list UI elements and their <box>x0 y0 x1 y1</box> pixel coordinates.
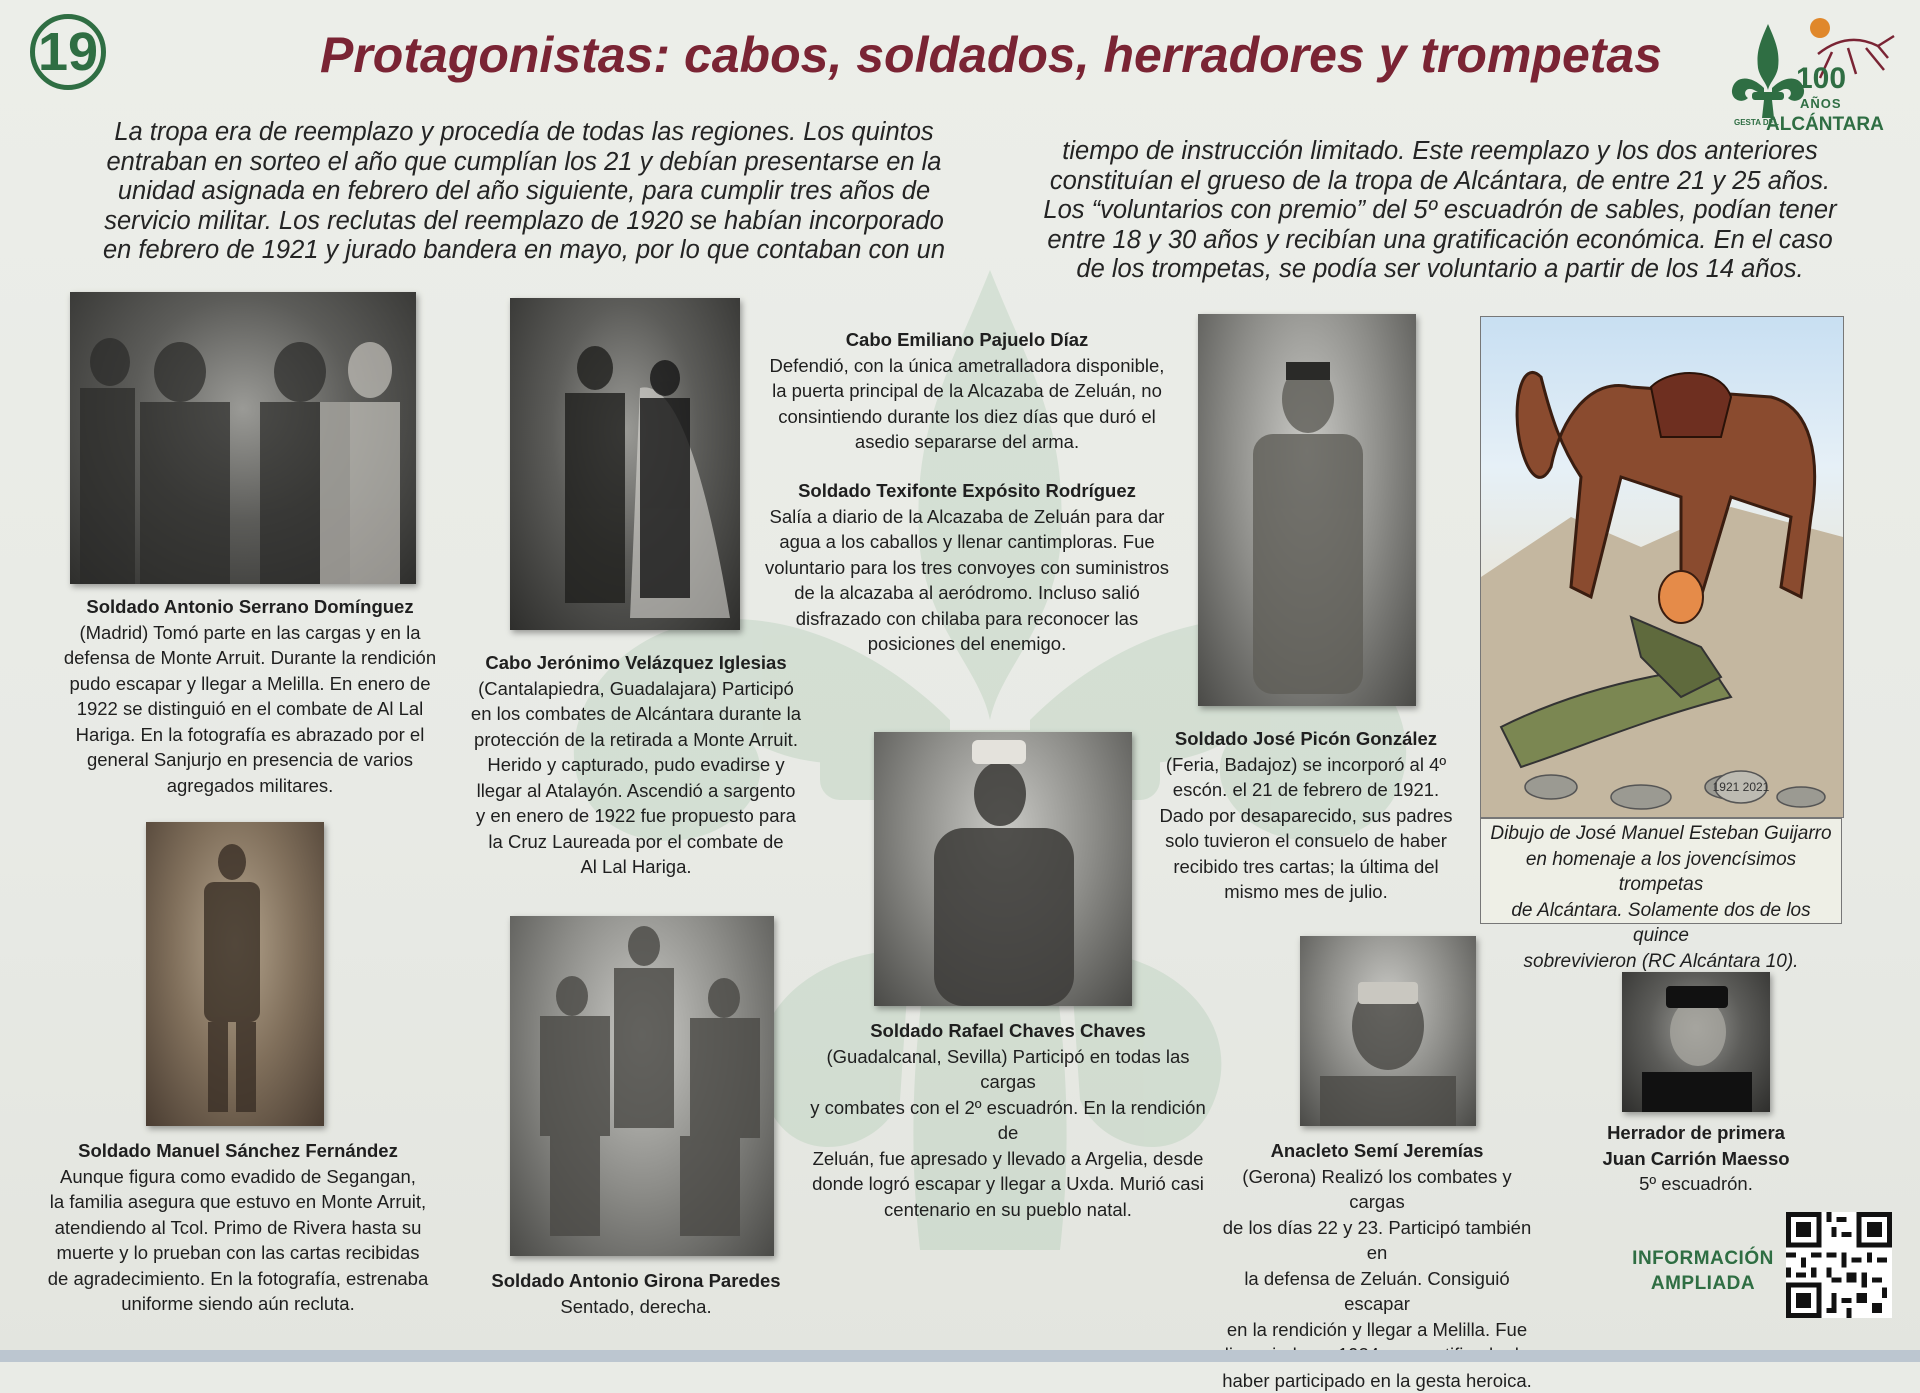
caption-line: en los combates de Alcántara durante la <box>436 701 836 727</box>
caption-line: Hariga. En la fotografía es abrazado por el <box>50 722 450 748</box>
caption-line: mismo mes de julio. <box>1150 879 1462 905</box>
caption-line: en la rendición y llegar a Melilla. Fue <box>1212 1317 1542 1343</box>
panel-number-badge: 19 <box>30 14 106 90</box>
intro-left <box>64 118 984 266</box>
caption-line: (Guadalcanal, Sevilla) Participó en todas las cargas <box>798 1044 1218 1095</box>
caption-line: la familia asegura que estuvo en Monte Arruit, <box>28 1189 448 1215</box>
caption-line: centenario en su pueblo natal. <box>798 1197 1218 1223</box>
caption-line: Dado por desaparecido, sus padres <box>1150 803 1462 829</box>
intro-line: La tropa era de reemplazo y procedía de todas las regiones. Los quintos <box>64 118 984 148</box>
photo-chaves <box>874 732 1132 1006</box>
caption-girona <box>466 1268 806 1319</box>
caption-line: consintiendo durante los diez días que duró el <box>752 404 1182 430</box>
caption-line: pudo escapar y llegar a Melilla. En enero de <box>50 671 450 697</box>
caption-line: Al Lal Hariga. <box>436 854 836 880</box>
caption-line: solo tuvieron el consuelo de haber <box>1150 828 1462 854</box>
caption-line: recibido tres cartas; la última del <box>1150 854 1462 880</box>
caption-line: Salía a diario de la Alcazaba de Zeluán para dar <box>752 504 1182 530</box>
caption-velazquez <box>436 650 836 880</box>
caption-name: Soldado José Picón González <box>1150 726 1462 752</box>
caption-line: Sentado, derecha. <box>466 1294 806 1320</box>
photo-picon <box>1198 314 1416 706</box>
caption-line: de la alcazaba al aeródromo. Incluso salió <box>752 580 1182 606</box>
caption-line: Dibujo de José Manuel Esteban Guijarro <box>1481 821 1841 847</box>
caption-line: de agradecimiento. En la fotografía, estrenaba <box>28 1266 448 1292</box>
caption-line: general Sanjurjo en presencia de varios <box>50 747 450 773</box>
caption-serrano <box>50 594 450 798</box>
caption-line: de Alcántara. Solamente dos de los quince <box>1481 898 1841 949</box>
panel-title: Protagonistas: cabos, soldados, herradores y trompetas <box>320 26 1620 84</box>
caption-pajuelo <box>752 327 1182 455</box>
caption-carrion <box>1584 1120 1808 1197</box>
logo-years: AÑOS <box>1800 96 1842 111</box>
caption-line: (Madrid) Tomó parte en las cargas y en la <box>50 620 450 646</box>
caption-line: en homenaje a los jovencísimos trompetas <box>1481 847 1841 898</box>
caption-name: Soldado Antonio Girona Paredes <box>466 1268 806 1294</box>
logo-name: ALCÁNTARA <box>1766 114 1884 136</box>
caption-name: Cabo Emiliano Pajuelo Díaz <box>752 327 1182 353</box>
caption-line: y combates con el 2º escuadrón. En la rendición de <box>798 1095 1218 1146</box>
photo-carrion <box>1622 972 1770 1112</box>
caption-name-line: Juan Carrión Maesso <box>1584 1146 1808 1172</box>
caption-line: protección de la retirada a Monte Arruit. <box>436 727 836 753</box>
caption-line: 1922 se distinguió en el combate de Al Lal <box>50 696 450 722</box>
qr-code-icon[interactable] <box>1786 1212 1892 1318</box>
caption-line: haber participado en la gesta heroica. <box>1212 1368 1542 1393</box>
caption-line: atendiendo al Tcol. Primo de Rivera hasta su <box>28 1215 448 1241</box>
caption-line: llegar al Atalayón. Ascendió a sargento <box>436 778 836 804</box>
caption-name: Anacleto Semí Jeremías <box>1212 1138 1542 1164</box>
caption-line: la Cruz Laureada por el combate de <box>436 829 836 855</box>
caption-name: Soldado Manuel Sánchez Fernández <box>28 1138 448 1164</box>
logo-number: 100 <box>1796 62 1846 96</box>
photo-semi <box>1300 936 1476 1126</box>
intro-line: entraban en sorteo el año que cumplían los 21 y debían presentarse en la <box>64 148 984 178</box>
caption-line: voluntario para los tres convoyes con suministros <box>752 555 1182 581</box>
photo-serrano-sanjurjo <box>70 292 416 584</box>
caption-line: 5º escuadrón. <box>1584 1171 1808 1197</box>
bottom-edge-strip <box>0 1350 1920 1362</box>
caption-sanchez <box>28 1138 448 1317</box>
caption-name: Soldado Antonio Serrano Domínguez <box>50 594 450 620</box>
intro-right <box>1000 137 1880 285</box>
intro-line: de los trompetas, se podía ser voluntario a partir de los 14 años. <box>1000 255 1880 285</box>
caption-line: la puerta principal de la Alcazaba de Zeluán, no <box>752 378 1182 404</box>
caption-line: Zeluán, fue apresado y llevado a Argelia, desde <box>798 1146 1218 1172</box>
caption-line: asedio separarse del arma. <box>752 429 1182 455</box>
intro-line: tiempo de instrucción limitado. Este reemplazo y los dos anteriores <box>1000 137 1880 167</box>
caption-line: posiciones del enemigo. <box>752 631 1182 657</box>
photo-girona-group <box>510 916 774 1256</box>
caption-line: (Cantalapiedra, Guadalajara) Participó <box>436 676 836 702</box>
intro-line: unidad asignada en febrero del año siguiente, para cumplir tres años de <box>64 177 984 207</box>
caption-line: agregados militares. <box>50 773 450 799</box>
caption-line: Aunque figura como evadido de Segangan, <box>28 1164 448 1190</box>
cartoon-caption <box>1480 818 1842 924</box>
caption-texifonte <box>752 478 1182 657</box>
caption-name: Soldado Rafael Chaves Chaves <box>798 1018 1218 1044</box>
more-info-line: INFORMACIÓN <box>1608 1246 1798 1271</box>
caption-line: (Gerona) Realizó los combates y cargas <box>1212 1164 1542 1215</box>
intro-line: constituían el grueso de la tropa de Alcántara, de entre 21 y 25 años. <box>1000 167 1880 197</box>
caption-chaves <box>798 1018 1218 1222</box>
cartoon-drawing <box>1480 316 1844 818</box>
caption-name: Herrador de primera <box>1584 1120 1808 1146</box>
caption-line: uniforme siendo aún recluta. <box>28 1291 448 1317</box>
more-info-label[interactable] <box>1608 1246 1798 1296</box>
intro-line: en febrero de 1921 y jurado bandera en mayo, por lo que contaban con un <box>64 236 984 266</box>
logo-gesta: GESTA DEL <box>1734 118 1779 127</box>
caption-line: la defensa de Zeluán. Consiguió escapar <box>1212 1266 1542 1317</box>
photo-velazquez-wedding <box>510 298 740 630</box>
caption-line: Defendió, con la única ametralladora disponible, <box>752 353 1182 379</box>
caption-line: sobrevivieron (RC Alcántara 10). <box>1481 949 1841 975</box>
caption-line: disfrazado con chilaba para reconocer las <box>752 606 1182 632</box>
caption-line: donde logró escapar y llegar a Uxda. Murió casi <box>798 1171 1218 1197</box>
photo-sanchez <box>146 822 324 1126</box>
intro-line: Los “voluntarios con premio” del 5º escuadrón de sables, podían tener <box>1000 196 1880 226</box>
caption-line: escón. el 21 de febrero de 1921. <box>1150 777 1462 803</box>
caption-line: Herido y capturado, pudo evadirse y <box>436 752 836 778</box>
caption-line: (Feria, Badajoz) se incorporó al 4º <box>1150 752 1462 778</box>
caption-line: de los días 22 y 23. Participó también en <box>1212 1215 1542 1266</box>
intro-line: entre 18 y 30 años y recibían una gratificación económica. En el caso <box>1000 226 1880 256</box>
cartoon-horse-trumpeter <box>1481 317 1843 817</box>
caption-line: agua a los caballos y llenar cantimploras. Fue <box>752 529 1182 555</box>
more-info-line: AMPLIADA <box>1608 1271 1798 1296</box>
caption-line: defensa de Monte Arruit. Durante la rendición <box>50 645 450 671</box>
caption-picon <box>1150 726 1462 905</box>
cartoon-stamp: 1921 2021 <box>1713 780 1770 794</box>
intro-line: servicio militar. Los reclutas del reemplazo de 1920 se habían incorporado <box>64 207 984 237</box>
caption-name: Cabo Jerónimo Velázquez Iglesias <box>436 650 836 676</box>
caption-name: Soldado Texifonte Expósito Rodríguez <box>752 478 1182 504</box>
centenary-logo <box>1728 14 1898 136</box>
caption-line: y en enero de 1922 fue propuesto para <box>436 803 836 829</box>
caption-line: muerte y lo prueban con las cartas recibidas <box>28 1240 448 1266</box>
